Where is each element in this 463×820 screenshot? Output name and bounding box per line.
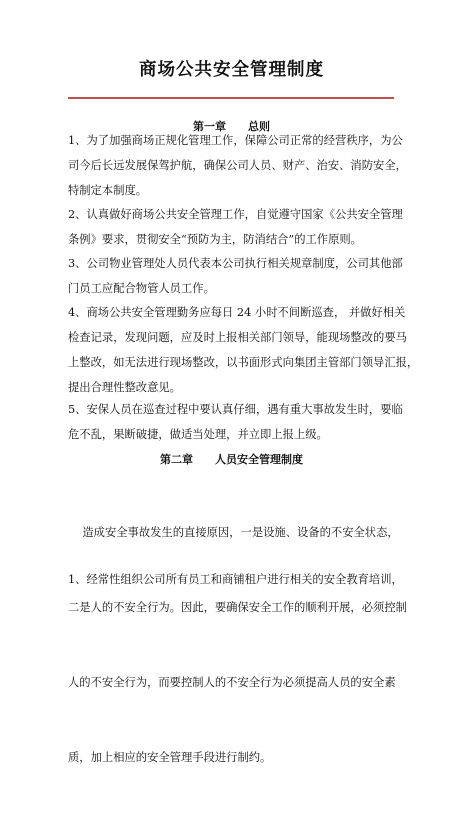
- chapter-number: 第二章: [160, 453, 193, 466]
- chapter-number: 第一章: [193, 120, 226, 133]
- chapter-heading: [0, 451, 463, 467]
- page-title: 商场公共安全管理制度: [139, 60, 324, 80]
- title-divider: [68, 97, 394, 99]
- paragraph: [68, 300, 419, 400]
- paragraph-line: 二是人的不安全行为。因此，要确保安全工作的顺利开展，必须控制: [68, 601, 407, 614]
- paragraph-line: 4、商场公共安全管理勤务应每日 24 小时不间断巡查， 并做好相关: [68, 306, 406, 319]
- paragraph-line: 造成安全事故发生的直接原因，一是设施、设备的不安全状态，: [68, 526, 399, 539]
- paragraph-line: 检查记录，发现问题，应及时上报相关部门领导，能现场整改的要马: [68, 331, 407, 344]
- paragraph-line: 1、为了加强商场正规化管理工作，保障公司正常的经营秩序，为公: [68, 134, 403, 147]
- paragraph: [68, 202, 403, 252]
- paragraph-line: 3、公司物业管理处人员代表本公司执行相关规章制度，公司其他部: [68, 257, 403, 270]
- paragraph-line: 2、认真做好商场公共安全管理工作，自觉遵守国家《公共安全管理: [68, 208, 403, 221]
- paragraph: [68, 251, 403, 301]
- paragraph: [68, 470, 407, 820]
- paragraph-line: 上整改，如无法进行现场整改，以书面形式向集团主管部门领导汇报，: [68, 356, 419, 369]
- paragraph-line: 5、安保人员在巡查过程中要认真仔细，遇有重大事故发生时，要临: [68, 403, 403, 416]
- chapter-name: 总则: [248, 120, 270, 133]
- paragraph: [68, 567, 403, 592]
- paragraph-line: 门员工应配合物管人员工作。: [68, 282, 215, 295]
- paragraph-line: 提出合理性整改意见。: [68, 381, 181, 394]
- paragraph-line: 1、经常性组织公司所有员工和商铺租户进行相关的安全教育培训，: [68, 573, 403, 586]
- paragraph-line: 司今后长远发展保驾护航，确保公司人员、财产、治安、消防安全，: [68, 159, 407, 172]
- paragraph-line: 危不乱，果断破捷，做适当处理，并立即上报上级。: [68, 428, 328, 441]
- chapter-name: 人员安全管理制度: [215, 453, 303, 466]
- paragraph: [68, 397, 403, 447]
- paragraph-line: 条例》要求，贯彻安全“预防为主，防消结合”的工作原则。: [68, 233, 362, 246]
- paragraph-line: 人的不安全行为，而要控制人的不安全行为必须提高人员的安全素: [68, 676, 396, 689]
- paragraph: [68, 128, 407, 203]
- paragraph-line: 质，加上相应的安全管理手段进行制约。: [68, 751, 272, 764]
- paragraph-line: 特制定本制度。: [68, 184, 148, 197]
